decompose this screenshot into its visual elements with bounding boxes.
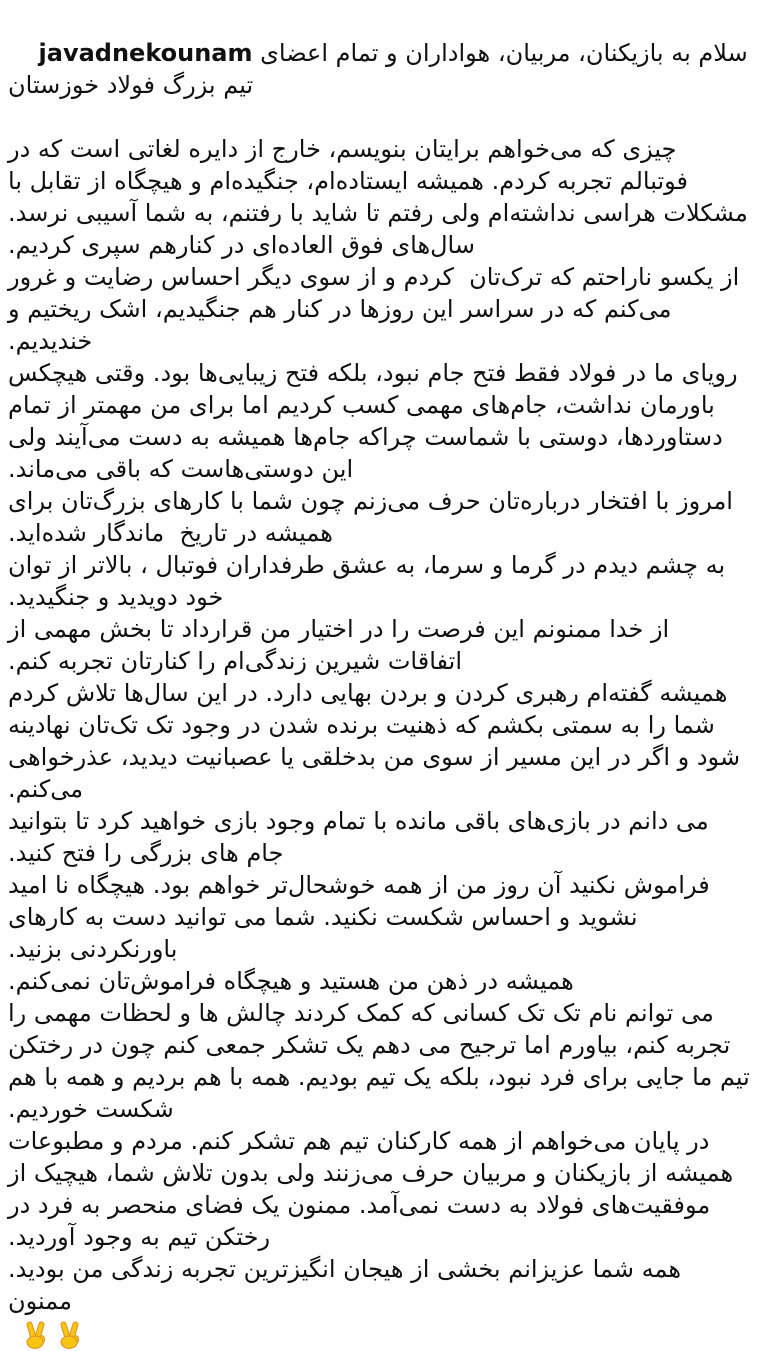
caption-paragraph: رویای ما در فولاد فقط فتح جام نبود، بلکه فتح زیبایی‌ها بود. وقتی هیچکس باورمان نداشت، جام‌های مهمی کسب کردیم اما برای من مهمتر از تمام دستاوردها، دوستی با شماست چراکه جام‌ها همیشه به دست می‌آیند ولی این دوستی‌هاست که باقی می‌ماند.: [0, 359, 738, 483]
emoji-row: [8, 1317, 750, 1351]
caption-paragraph: همیشه در ذهن من هستید و هیچگاه فراموش‌تان نمی‌کنم.: [8, 967, 574, 995]
caption-paragraph: می دانم در بازی‌های باقی مانده با تمام وجود بازی خواهید کرد تا بتوانید جام های بزرگی را فتح کنید.: [0, 807, 709, 867]
caption-paragraph: از خدا ممنونم این فرصت را در اختیار من قرارداد تا بخش مهمی از اتفاقات شیرین زندگی‌ام را کنارتان تجربه کنم.: [0, 615, 670, 675]
caption-paragraph: در پایان می‌خواهم از همه کارکنان تیم هم تشکر کنم. مردم و مطبوعات همیشه از بازیکنان و مربیان حرف می‌زنند ولی بدون تلاش شما، هیچیک از موفقیت‌های فولاد به دست نمی‌آمد. ممنون یک فضای منحصر به فرد در رختکن تیم به وجود آوردید.: [0, 1127, 734, 1251]
caption-paragraph: چیزی که می‌خواهم برایتان بنویسم، خارج از دایره لغاتی است که در فوتبالم تجربه کردم. همیشه ایستاده‌ام، جنگیده‌ام و هیچگاه از تقابل با مشکلات هراسی نداشته‌ام ولی رفتم تا شاید با رفتنم، به شما آسیبی نرسد.: [0, 135, 748, 227]
caption-paragraph: فراموش نکنید آن روز من از همه خوشحال‌تر خواهم بود. هیچگاه نا امید نشوید و احساس شکست نکنید. شما می توانید دست به کارهای باورنکردنی بزنید.: [0, 871, 710, 963]
caption-intro-text: سلام به بازیکنان، مربیان، هواداران و تمام اعضای تیم بزرگ فولاد خوزستان: [8, 39, 756, 99]
caption-paragraph: امروز با افتخار درباره‌تان حرف می‌زنم چون شما با کارهای بزرگ‌تان برای همیشه در تاریخ ماندگار شده‌اید.: [0, 487, 733, 547]
caption-paragraph: از یکسو ناراحتم که ترک‌تان کردم و از سوی دیگر احساس رضایت و غرور می‌کنم که در سراسر این روزها در کنار هم جنگیدیم، اشک ریختیم و خندیدیم.: [0, 263, 740, 355]
caption-paragraph: می توانم نام تک تک کسانی که کمک کردند چالش ها و لحظات مهمی را تجربه کنم، بیاورم اما ترجیح می دهم یک تشکر جمعی کنم چون در رختکن تیم ما جایی برای فرد نبود، بلکه یک تیم بودیم. همه با هم بردیم و همه با هم شکست خوردیم.: [0, 999, 750, 1123]
username-link[interactable]: javadnekounam: [38, 39, 253, 67]
caption-paragraph: سال‌های فوق العاده‌ای در کنارهم سپری کردیم.: [8, 231, 475, 259]
caption-paragraph: به چشم دیدم در گرما و سرما، به عشق طرفداران فوتبال ، بالاتر از توان خود دویدید و جنگیدید.: [0, 551, 726, 611]
caption-paragraph: همه شما عزیزانم بخشی از هیجان انگیزترین تجربه زندگی من بودید.: [8, 1255, 681, 1283]
victory-hand-emoji: [56, 1321, 83, 1349]
caption-paragraph: ممنون: [8, 1287, 72, 1315]
caption-paragraph: همیشه گفته‌ام رهبری کردن و بردن بهایی دارد. در این سال‌ها تلاش کردم شما را به سمتی بکشم که ذهنیت برنده شدن در وجود تک تک‌تان نهادینه شود و اگر در این مسیر از سوی من بدخلقی یا عصبانیت دیدید، عذرخواهی می‌کنم.: [0, 679, 741, 803]
caption-first-line: [8, 5, 756, 133]
caption-body: [0, 133, 750, 1317]
victory-hand-emoji: [22, 1321, 49, 1349]
